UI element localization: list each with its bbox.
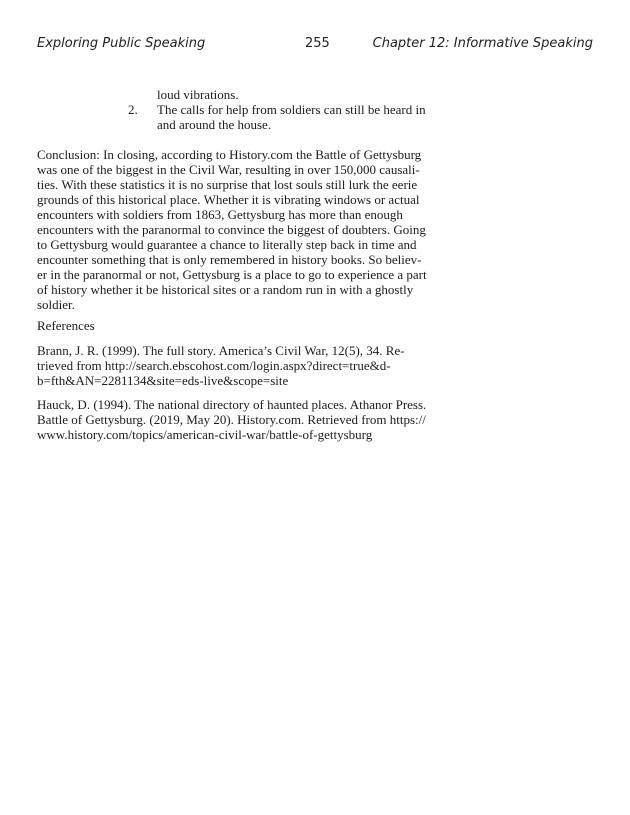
conclusion-line: Conclusion: In closing, according to History.com the Battle of Gettysburg: [37, 147, 422, 162]
conclusion-line: soldier.: [37, 297, 75, 312]
reference-entry-brann: [37, 343, 449, 388]
conclusion-line: encounters with soldiers from 1863, Gettysburg has more than enough: [37, 207, 403, 222]
conclusion-line: er in the paranormal or not, Gettysburg is a place to go to experience a part: [37, 267, 427, 282]
list-item-continued: [157, 87, 447, 102]
chapter-title: Chapter 12: Informative Speaking: [372, 36, 593, 51]
conclusion-line: of history whether it be historical sites or a random run in with a ghostly: [37, 282, 414, 297]
running-header: [37, 36, 593, 54]
references-heading-text: References: [37, 318, 95, 333]
book-title: Exploring Public Speaking: [37, 36, 206, 51]
conclusion-paragraph: [37, 147, 449, 312]
reference-entry-hauck: [37, 397, 449, 442]
reference-line: b=fth&AN=2281134&site=eds-live&scope=site: [37, 373, 289, 388]
conclusion-line: to Gettysburg would guarantee a chance to literally step back in time and: [37, 237, 417, 252]
list-item-line: and around the house.: [157, 117, 272, 132]
reference-line: Brann, J. R. (1999). The full story. America’s Civil War, 12(5), 34. Re-: [37, 343, 405, 358]
page-number: 255: [305, 36, 330, 51]
conclusion-line: ties. With these statistics it is no surprise that lost souls still lurk the eerie: [37, 177, 418, 192]
conclusion-line: encounters with the paranormal to convince the biggest of doubters. Going: [37, 222, 426, 237]
list-continued-line: loud vibrations.: [157, 87, 239, 102]
conclusion-line: encounter something that is only remembered in history books. So believ-: [37, 252, 422, 267]
reference-line: trieved from http://search.ebscohost.com/login.aspx?direct=true&d-: [37, 358, 391, 373]
list-item-text: [157, 102, 447, 132]
list-item-line: The calls for help from soldiers can still be heard in: [157, 102, 426, 117]
conclusion-line: was one of the biggest in the Civil War, resulting in over 150,000 causali-: [37, 162, 420, 177]
list-item-number: 2.: [128, 102, 138, 117]
references-heading: [37, 318, 449, 333]
reference-line: Hauck, D. (1994). The national directory of haunted places. Athanor Press.: [37, 397, 427, 412]
conclusion-line: grounds of this historical place. Whether it is vibrating windows or actual: [37, 192, 420, 207]
reference-line: Battle of Gettysburg. (2019, May 20). History.com. Retrieved from https://: [37, 412, 426, 427]
reference-line: www.history.com/topics/american-civil-war/battle-of-gettysburg: [37, 427, 373, 442]
